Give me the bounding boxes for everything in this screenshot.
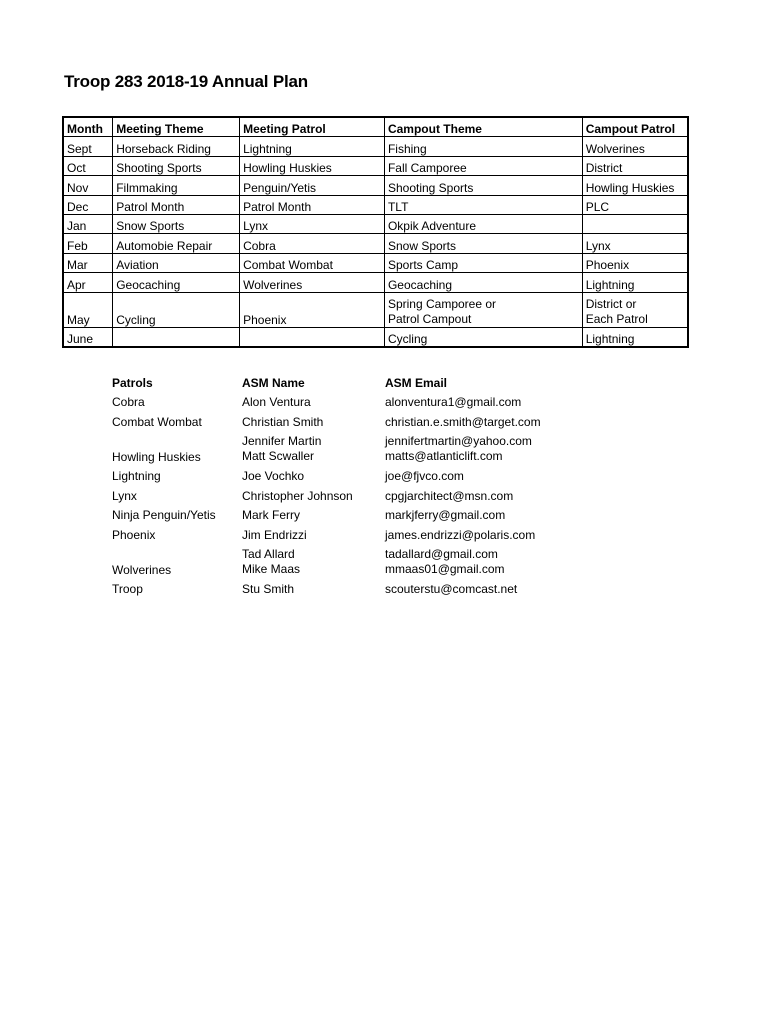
table-row [63,156,688,175]
list-item [112,429,605,464]
cell-campout-patrol [582,292,688,327]
campout-theme-line-1: Spring Camporee or [387,296,497,311]
patrol-name: Ninja Penguin/Yetis [112,508,216,522]
patrol-name: Troop [112,582,143,596]
table-header-row [63,117,688,137]
asm-name: Tad Allard [242,546,295,561]
patrol-name: Phoenix [112,527,156,542]
list-item [112,577,605,597]
asm-header-row [112,370,605,390]
cell-month: Sept [63,137,113,156]
list-item [112,409,605,429]
header-month: Month [63,117,113,137]
cell-campout-theme: Shooting Sports [384,176,582,195]
cell-meeting-patrol: Cobra [240,234,385,253]
asm-email: mmaas01@gmail.com [385,561,505,576]
list-item [112,390,605,410]
cell-meeting-theme: Patrol Month [113,195,240,214]
asm-name: Stu Smith [242,582,295,596]
campout-theme-line-2: Patrol Campout [387,311,472,326]
cell-campout-theme: Snow Sports [384,234,582,253]
header-meeting-theme: Meeting Theme [113,117,240,137]
patrol-name: Lynx [112,488,137,503]
asm-name: Jennifer Martin [242,433,322,448]
table-row [63,195,688,214]
cell-month: Mar [63,253,113,272]
cell-month: Feb [63,234,113,253]
cell-campout-theme: Cycling [384,327,582,347]
asm-email: cpgjarchitect@msn.com [385,488,514,503]
patrol-name: Cobra [112,395,145,409]
cell-meeting-patrol: Phoenix [240,292,385,327]
cell-campout-theme: Fishing [384,137,582,156]
table-row [63,137,688,156]
asm-email: markjferry@gmail.com [385,508,506,522]
cell-campout-theme: Geocaching [384,273,582,292]
asm-name: Mike Maas [242,561,301,576]
header-campout-theme: Campout Theme [384,117,582,137]
header-asm-email: ASM Email [385,375,448,390]
asm-name-group [242,547,385,577]
list-item [112,464,605,484]
patrol-name: Lightning [112,469,161,483]
cell-month: Jan [63,214,113,233]
cell-meeting-patrol: Lynx [240,214,385,233]
cell-meeting-patrol: Wolverines [240,273,385,292]
cell-month: Apr [63,273,113,292]
patrol-name: Howling Huskies [112,449,201,464]
cell-campout-patrol: PLC [582,195,688,214]
cell-meeting-patrol [240,327,385,347]
asm-name: Matt Scwaller [242,448,315,463]
annual-plan-table [62,116,689,348]
asm-email: joe@fjvco.com [385,469,464,483]
cell-campout-theme: Sports Camp [384,253,582,272]
asm-email: tadallard@gmail.com [385,546,498,561]
asm-email: christian.e.smith@target.com [385,414,541,429]
asm-name-group [242,434,385,464]
campout-patrol-line-2: Each Patrol [585,311,648,326]
table-row [63,214,688,233]
header-asm-name: ASM Name [242,375,305,390]
cell-month: June [63,327,113,347]
table-row [63,273,688,292]
asm-email-group [385,434,605,464]
cell-meeting-theme: Snow Sports [113,214,240,233]
asm-email-group [385,547,605,577]
cell-meeting-patrol: Patrol Month [240,195,385,214]
cell-campout-patrol: Lightning [582,327,688,347]
cell-campout-patrol: Howling Huskies [582,176,688,195]
asm-name: Christopher Johnson [242,488,353,503]
table-row [63,292,688,327]
patrol-name: Wolverines [112,562,172,577]
cell-campout-theme [384,292,582,327]
list-item [112,483,605,503]
cell-campout-theme: Okpik Adventure [384,214,582,233]
header-campout-patrol: Campout Patrol [582,117,688,137]
cell-month: Oct [63,156,113,175]
table-row [63,253,688,272]
cell-meeting-patrol: Lightning [240,137,385,156]
cell-month: May [63,292,113,327]
page-title: Troop 283 2018-19 Annual Plan [64,72,308,91]
asm-name: Christian Smith [242,414,324,429]
cell-campout-patrol: Lynx [582,234,688,253]
cell-meeting-theme: Automobie Repair [113,234,240,253]
cell-campout-theme: Fall Camporee [384,156,582,175]
asm-name: Jim Endrizzi [242,527,307,542]
cell-campout-patrol: District [582,156,688,175]
cell-meeting-theme: Geocaching [113,273,240,292]
cell-month: Dec [63,195,113,214]
cell-meeting-theme [113,327,240,347]
header-meeting-patrol: Meeting Patrol [240,117,385,137]
cell-campout-patrol: Phoenix [582,253,688,272]
asm-email: matts@atlanticlift.com [385,448,503,463]
asm-email: james.endrizzi@polaris.com [385,527,536,542]
cell-campout-patrol: Wolverines [582,137,688,156]
cell-campout-patrol: Lightning [582,273,688,292]
cell-meeting-theme: Shooting Sports [113,156,240,175]
asm-email: alonventura1@gmail.com [385,395,522,409]
cell-meeting-patrol: Penguin/Yetis [240,176,385,195]
list-item [112,503,605,523]
table-row [63,234,688,253]
asm-name: Alon Ventura [242,395,311,409]
asm-contact-list [112,370,605,596]
cell-meeting-patrol: Combat Wombat [240,253,385,272]
header-patrols: Patrols [112,375,153,390]
cell-campout-theme: TLT [384,195,582,214]
cell-month: Nov [63,176,113,195]
asm-name: Joe Vochko [242,469,305,483]
cell-meeting-theme: Cycling [113,292,240,327]
cell-meeting-theme: Filmmaking [113,176,240,195]
patrol-name: Combat Wombat [112,414,202,429]
list-item [112,522,605,542]
table-row [63,176,688,195]
campout-patrol-line-1: District or [585,296,637,311]
asm-name: Mark Ferry [242,508,300,522]
list-item [112,542,605,577]
table-row [63,327,688,347]
cell-meeting-theme: Horseback Riding [113,137,240,156]
asm-email: jennifertmartin@yahoo.com [385,433,532,448]
cell-campout-patrol [582,214,688,233]
cell-meeting-patrol: Howling Huskies [240,156,385,175]
asm-email: scouterstu@comcast.net [385,582,518,596]
cell-meeting-theme: Aviation [113,253,240,272]
